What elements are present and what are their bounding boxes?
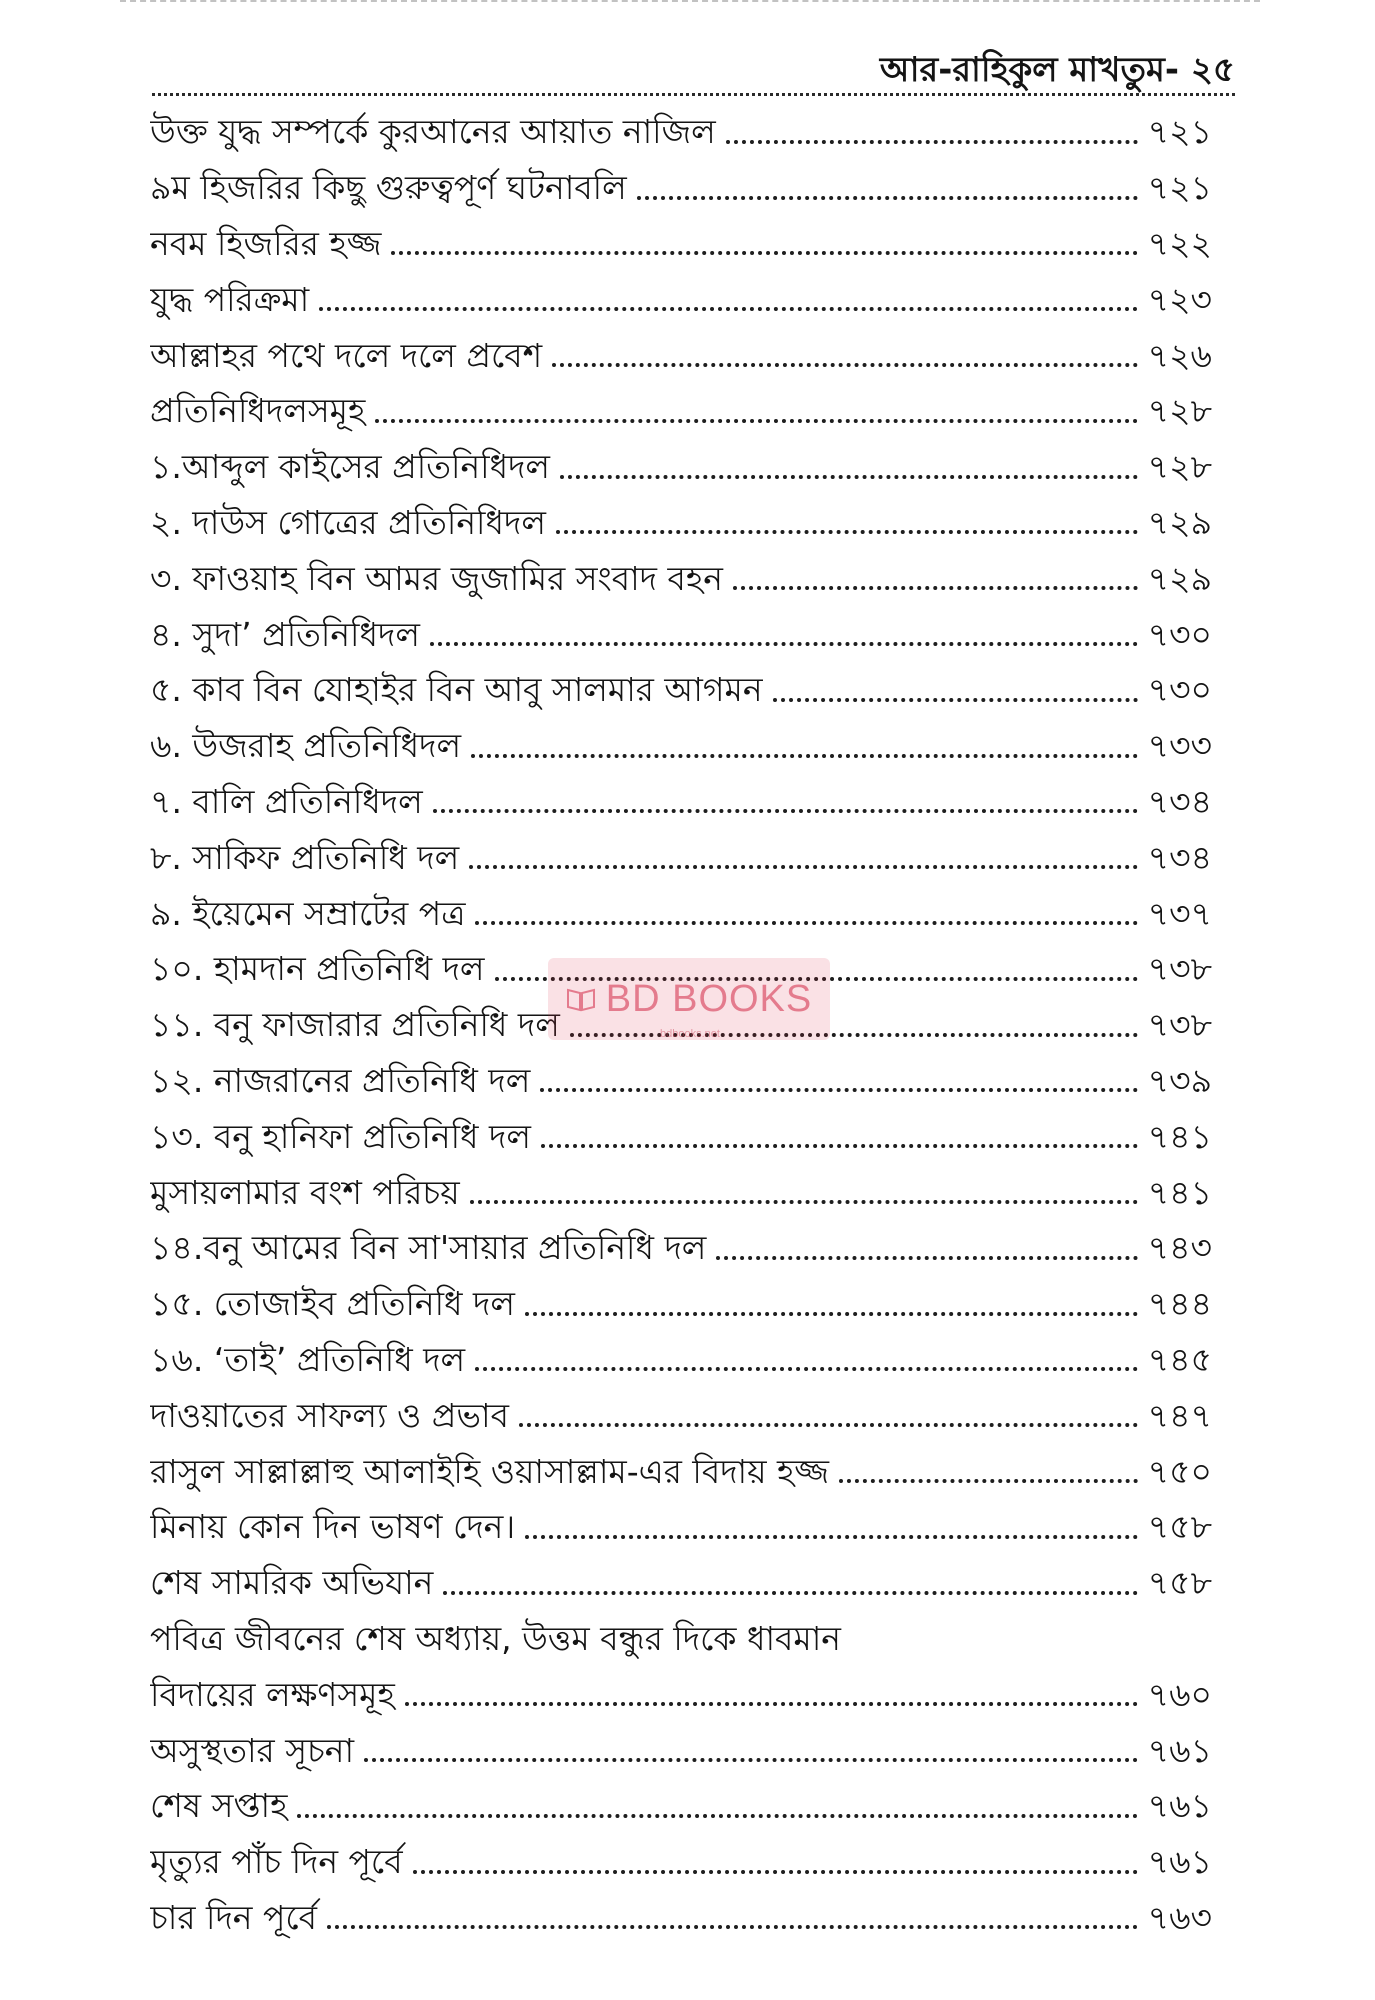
toc-entry-page: ৭২৩ (1147, 279, 1212, 319)
toc-entry-title: ৯. ইয়েমেন সম্রাটের পত্র (150, 893, 466, 933)
toc-dot-leader (475, 1367, 1138, 1371)
toc-dot-leader (541, 1144, 1138, 1148)
toc-entry-title: ১২. নাজরানের প্রতিনিধি দল (150, 1060, 531, 1100)
toc-entry-page: ৭২৯ (1147, 558, 1212, 598)
toc-dot-leader (433, 809, 1138, 813)
toc-entry (150, 662, 1212, 718)
toc-entry-title: মিনায় কোন দিন ভাষণ দেন। (150, 1507, 516, 1547)
toc-dot-leader (327, 1925, 1138, 1929)
toc-dot-leader (726, 140, 1138, 144)
toc-entry-page: ৭৩৯ (1147, 1060, 1212, 1100)
toc-entry-page: ৭৫৮ (1147, 1563, 1212, 1603)
toc-entry-title: ৫. কাব বিন যোহাইর বিন আবু সালমার আগমন (150, 670, 763, 710)
toc-entry (150, 1276, 1212, 1332)
toc-entry-page: ৭৩৮ (1147, 949, 1212, 989)
toc-entry-page: ৭২৮ (1147, 391, 1212, 431)
toc-dot-leader (405, 1702, 1138, 1706)
toc-entry (150, 1555, 1212, 1611)
toc-entry (150, 1108, 1212, 1164)
toc-entry (150, 271, 1212, 327)
toc-dot-leader (560, 475, 1138, 479)
toc-entry-title: মুসায়লামার বংশ পরিচয় (150, 1172, 460, 1212)
toc-entry (150, 1666, 1212, 1722)
toc-entry (150, 1499, 1212, 1555)
toc-entry (150, 1890, 1212, 1946)
toc-entry-page: ৭৫৮ (1147, 1507, 1212, 1547)
toc-entry-title: ৬. উজরাহ প্রতিনিধিদল (150, 726, 462, 766)
toc-entry-title: ২. দাউস গোত্রের প্রতিনিধিদল (150, 502, 546, 542)
toc-entry-page: ৭৪১ (1147, 1116, 1212, 1156)
toc-entry (150, 495, 1212, 551)
top-edge-rule (120, 0, 1260, 8)
toc-entry (150, 439, 1212, 495)
toc-entry-page: ৭২২ (1147, 223, 1212, 263)
toc-entry-page: ৭৪৭ (1147, 1395, 1212, 1435)
watermark-brand: BD BOOKS (605, 977, 813, 1020)
toc-entry (150, 1053, 1212, 1109)
toc-entry-page: ৭২৮ (1147, 447, 1212, 487)
toc-entry-title: শেষ সপ্তাহ (150, 1786, 288, 1826)
toc-entry-title: ১৫. তোজাইব প্রতিনিধি দল (150, 1284, 515, 1324)
toc-entry (150, 774, 1212, 830)
toc-dot-leader (552, 363, 1137, 367)
toc-entry-page: ৭৬০ (1147, 1674, 1212, 1714)
toc-entry (150, 216, 1212, 272)
toc-entry (150, 550, 1212, 606)
toc-entry-title: শেষ সামরিক অভিযান (150, 1563, 434, 1603)
toc-entry-title: ১.আব্দুল কাইসের প্রতিনিধিদল (150, 447, 551, 487)
toc-dot-leader (469, 865, 1137, 869)
toc-dot-leader (471, 754, 1138, 758)
toc-dot-leader (525, 1312, 1138, 1316)
toc-entry-page: ৭২১ (1147, 168, 1212, 208)
toc-entry (150, 327, 1212, 383)
toc-entry-page: ৭৩৭ (1147, 893, 1212, 933)
toc-entry-title: ১১. বনু ফাজারার প্রতিনিধি দল (150, 1005, 560, 1045)
toc-entry-title: প্রতিনিধিদলসমূহ (150, 391, 366, 431)
toc-entry-page: ৭৬১ (1147, 1786, 1212, 1826)
toc-entry (150, 1834, 1212, 1890)
toc-entry-page: ৭৪১ (1147, 1172, 1212, 1212)
toc-entry-title: নবম হিজরির হজ্জ (150, 223, 382, 263)
toc-dot-leader (430, 642, 1138, 646)
running-head: আর-রাহিকুল মাখতুম- ২৫ (879, 50, 1235, 90)
toc-entry (150, 829, 1212, 885)
toc-entry-title: দাওয়াতের সাফল্য ও প্রভাব (150, 1395, 509, 1435)
toc-dot-leader (391, 251, 1137, 255)
toc-entry (150, 1778, 1212, 1834)
toc-dot-leader (297, 1814, 1137, 1818)
toc-entry (150, 1220, 1212, 1276)
toc-entry-title: বিদায়ের লক্ষণসমূহ (150, 1674, 395, 1714)
toc-entry-page: ৭৬৩ (1147, 1897, 1212, 1937)
toc-dot-leader (519, 1423, 1138, 1427)
toc-entry (150, 1332, 1212, 1388)
toc-entry-title: ৩. ফাওয়াহ বিন আমর জুজামির সংবাদ বহন (150, 558, 723, 598)
watermark-site: bdbooks.net (660, 1028, 720, 1040)
toc-entry (150, 160, 1212, 216)
toc-dot-leader (525, 1535, 1138, 1539)
toc-entry-page: ৭৬১ (1147, 1730, 1212, 1770)
toc-dot-leader (637, 196, 1138, 200)
toc-entry-title: রাসুল সাল্লাল্লাহু আলাইহি ওয়াসাল্লাম-এর বিদায় হজ্জ (150, 1451, 829, 1491)
toc-entry-page: ৭৪৫ (1147, 1339, 1212, 1379)
toc-dot-leader (839, 1479, 1138, 1483)
toc-entry (150, 1164, 1212, 1220)
toc-entry-page: ৭৩০ (1147, 670, 1212, 710)
toc-entry-page: ৭৩৪ (1147, 837, 1212, 877)
toc-entry-title: ৭. বালি প্রতিনিধিদল (150, 781, 423, 821)
toc-entry-page: ৭৩০ (1147, 614, 1212, 654)
toc-entry-title: ১৪.বনু আমের বিন সা'সায়ার প্রতিনিধি দল (150, 1228, 707, 1268)
toc-entry (150, 1611, 1212, 1667)
toc-dot-leader (733, 586, 1138, 590)
toc-entry-title: ৮. সাকিফ প্রতিনিধি দল (150, 837, 460, 877)
toc-entry (150, 1443, 1212, 1499)
toc-entry-title: ৯ম হিজরির কিছু গুরুত্বপূর্ণ ঘটনাবলি (150, 168, 627, 208)
toc-entry-page: ৭২১ (1147, 112, 1212, 152)
toc-entry-title: ১৬. ‘তাই’ প্রতিনিধি দল (150, 1339, 466, 1379)
toc-entry-page: ৭৪৩ (1147, 1228, 1212, 1268)
toc-entry-page: ৭৫০ (1147, 1451, 1212, 1491)
toc-dot-leader (773, 698, 1138, 702)
toc-entry (150, 383, 1212, 439)
toc-entry-title: অসুস্থতার সূচনা (150, 1730, 355, 1770)
toc-entry-title: ১৩. বনু হানিফা প্রতিনিধি দল (150, 1116, 531, 1156)
toc-entry-title: মৃত্যুর পাঁচ দিন পূর্বে (150, 1842, 403, 1882)
toc-dot-leader (716, 1256, 1137, 1260)
toc-entry (150, 1722, 1212, 1778)
toc-dot-leader (319, 307, 1137, 311)
toc-entry (150, 1387, 1212, 1443)
toc-entry-page: ৭৩৩ (1147, 726, 1212, 766)
toc-entry-title: যুদ্ধ পরিক্রমা (150, 279, 310, 319)
toc-entry-title: চার দিন পূর্বে (150, 1897, 318, 1937)
toc-entry (150, 885, 1212, 941)
toc-entry-page: ৭৩৪ (1147, 781, 1212, 821)
header-dotted-rule (152, 93, 1235, 96)
toc-dot-leader (375, 419, 1137, 423)
toc-entry-page: ৭২৬ (1147, 335, 1212, 375)
toc-entry-title: ৪. সুদা’ প্রতিনিধিদল (150, 614, 420, 654)
toc-dot-leader (540, 1088, 1137, 1092)
toc-entry (150, 606, 1212, 662)
toc-entry (150, 718, 1212, 774)
toc-entry-title: ১০. হামদান প্রতিনিধি দল (150, 949, 485, 989)
toc-dot-leader (443, 1591, 1137, 1595)
toc-dot-leader (556, 530, 1138, 534)
toc-entry (150, 104, 1212, 160)
toc-dot-leader (413, 1870, 1138, 1874)
toc-dot-leader (364, 1758, 1138, 1762)
toc-dot-leader (470, 1200, 1138, 1204)
toc-entry-title: আল্লাহর পথে দলে দলে প্রবেশ (150, 335, 543, 375)
book-icon (566, 986, 596, 1012)
toc-entry-page: ৭৬১ (1147, 1842, 1212, 1882)
toc-dot-leader (475, 921, 1137, 925)
toc-entry-page: ৭৪৪ (1147, 1284, 1212, 1324)
toc-entry-page: ৭৩৮ (1147, 1005, 1212, 1045)
toc-entry-page: ৭২৯ (1147, 502, 1212, 542)
toc-entry-title: পবিত্র জীবনের শেষ অধ্যায়, উত্তম বন্ধুর দিকে ধাবমান (150, 1618, 842, 1658)
toc-entry-title: উক্ত যুদ্ধ সম্পর্কে কুরআনের আয়াত নাজিল (150, 112, 716, 152)
